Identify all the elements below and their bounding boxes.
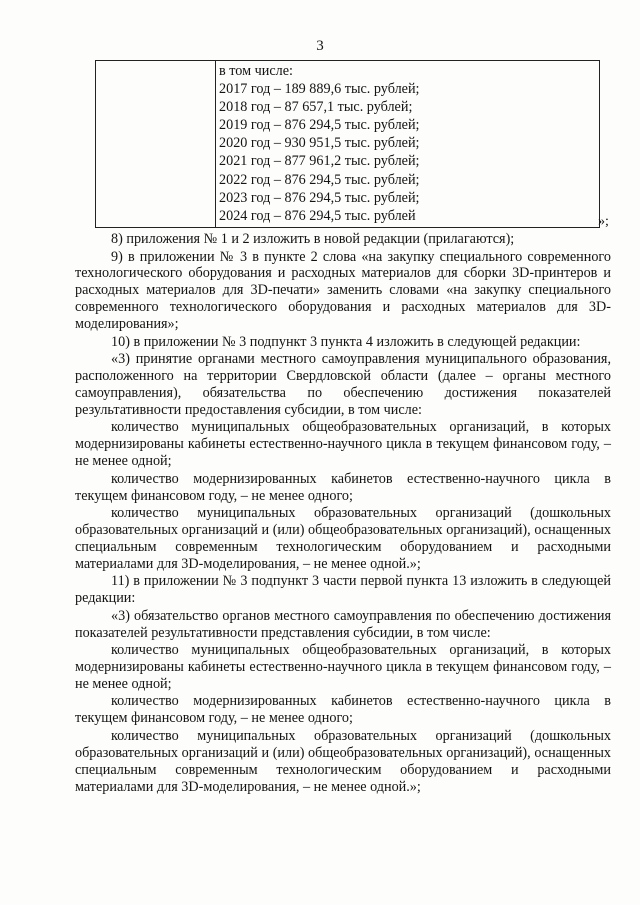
document-body	[75, 231, 611, 796]
paragraph: 8) приложения № 1 и 2 изложить в новой редакции (прилагаются);	[111, 231, 515, 247]
paragraph: «3) обязательство органов местного самоуправления по обеспечению достижения показателей результативности представления субсидии, в том числе:	[75, 607, 611, 641]
table-line: 2019 год – 876 294,5 тыс. рублей;	[219, 117, 420, 134]
table-right-cell	[219, 62, 595, 225]
paragraph: «3) принятие органами местного самоуправления муниципального образования, расположенного на территории Свердловской области (далее – органы местного самоуправления), обязательства по обеспечению достижения показателей результативности предоставления субсидии, в том числе:	[75, 351, 611, 418]
paragraph: количество модернизированных кабинетов естественно-научного цикла в текущем финансовом году, – не менее одного;	[75, 693, 611, 727]
paragraph: 10) в приложении № 3 подпункт 3 пункта 4 изложить в следующей редакции:	[111, 333, 581, 350]
paragraph: 11) в приложении № 3 подпункт 3 части первой пункта 13 изложить в следующей редакции:	[75, 573, 611, 607]
page-number: 3	[316, 38, 324, 54]
table-line: 2021 год – 877 961,2 тыс. рублей;	[219, 153, 420, 170]
table-line: 2017 год – 189 889,6 тыс. рублей;	[219, 81, 420, 98]
paragraph: количество муниципальных общеобразовательных организаций, в которых модернизированы кабинеты естественно-научного цикла в текущем финансовом году, – не менее одной;	[75, 642, 611, 692]
table-line: 2020 год – 930 951,5 тыс. рублей;	[219, 135, 420, 152]
table-line: в том числе:	[219, 63, 293, 79]
budget-table	[95, 60, 600, 228]
table-line: 2018 год – 87 657,1 тыс. рублей;	[219, 99, 413, 116]
paragraph: количество модернизированных кабинетов естественно-научного цикла в текущем финансовом году, – не менее одного;	[75, 470, 611, 504]
table-left-cell	[96, 61, 216, 227]
paragraph: количество муниципальных образовательных организаций (дошкольных образовательных организаций и (или) общеобразовательных организаций), оснащенных специальным современным технологическим оборудованием и расходными материалами для 3D-моделирования, – не менее одной.»;	[75, 505, 611, 572]
paragraph: количество муниципальных общеобразовательных организаций, в которых модернизированы кабинеты естественно-научного цикла в текущем финансовом году, – не менее одной;	[75, 419, 611, 470]
table-line: 2022 год – 876 294,5 тыс. рублей;	[219, 171, 420, 188]
paragraph: количество муниципальных образовательных организаций (дошкольных образовательных организаций и (или) общеобразовательных организаций), оснащенных специальным современным технологическим оборудованием и расходными материалами для 3D-моделирования, – не менее одной.»;	[75, 727, 611, 795]
table-closing-quote: »;	[598, 214, 609, 229]
paragraph: 9) в приложении № 3 в пункте 2 слова «на закупку специального современного технологического оборудования и расходных материалов для сборки 3D-принтеров и расходных материалов для 3D-печати» заменить словами «на закупку специального современного технологического оборудования и расходных материалов для 3D-моделирования»;	[75, 248, 611, 333]
table-line: 2023 год – 876 294,5 тыс. рублей;	[219, 189, 420, 206]
table-line: 2024 год – 876 294,5 тыс. рублей	[219, 207, 416, 224]
